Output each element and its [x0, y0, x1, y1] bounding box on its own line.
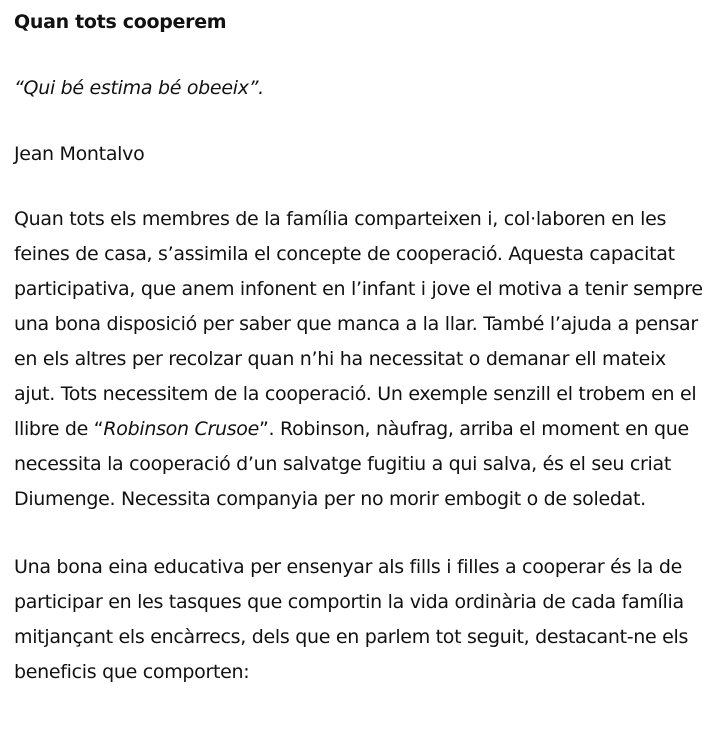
- text-segment: ”. Robinson, nàufrag, arriba el moment en que: [259, 418, 689, 440]
- paragraph-line: feines de casa, s’assimila el concepte de cooperació. Aquesta capacitat: [14, 243, 675, 265]
- author-name: Jean Montalvo: [14, 143, 145, 165]
- paragraph-line: participativa, que anem infonent en l’infant i jove el motiva a tenir sempre: [14, 278, 703, 300]
- paragraph-line: mitjançant els encàrrecs, dels que en parlem tot seguit, destacant-ne els: [14, 626, 689, 648]
- paragraph-line: beneficis que comporten:: [14, 661, 250, 683]
- paragraph-1: [14, 202, 703, 517]
- paragraph-line: Diumenge. Necessita companyia per no morir embogit o de soledat.: [14, 488, 646, 510]
- paragraph-line: Una bona eina educativa per ensenyar als fills i filles a cooperar és la de: [14, 556, 683, 578]
- paragraph-line: en els altres per recolzar quan n’hi ha necessitat o demanar ell mateix: [14, 348, 666, 370]
- text-segment: llibre de “: [14, 418, 104, 440]
- paragraph-line: Quan tots els membres de la família comparteixen i, col·laboren en les: [14, 208, 667, 230]
- epigraph-quote: “Qui bé estima bé obeeix”.: [14, 77, 264, 99]
- article-title: Quan tots cooperem: [14, 11, 227, 33]
- paragraph-2: [14, 550, 689, 690]
- paragraph-line: necessita la cooperació d’un salvatge fugitiu a qui salva, és el seu criat: [14, 453, 672, 475]
- paragraph-line: [14, 412, 689, 447]
- paragraph-line: participar en les tasques que comportin la vida ordinària de cada família: [14, 591, 684, 613]
- paragraph-line: ajut. Tots necessitem de la cooperació. Un exemple senzill el trobem en el: [14, 383, 697, 405]
- paragraph-line: una bona disposició per saber que manca a la llar. També l’ajuda a pensar: [14, 313, 698, 335]
- book-title: Robinson Crusoe: [103, 418, 260, 440]
